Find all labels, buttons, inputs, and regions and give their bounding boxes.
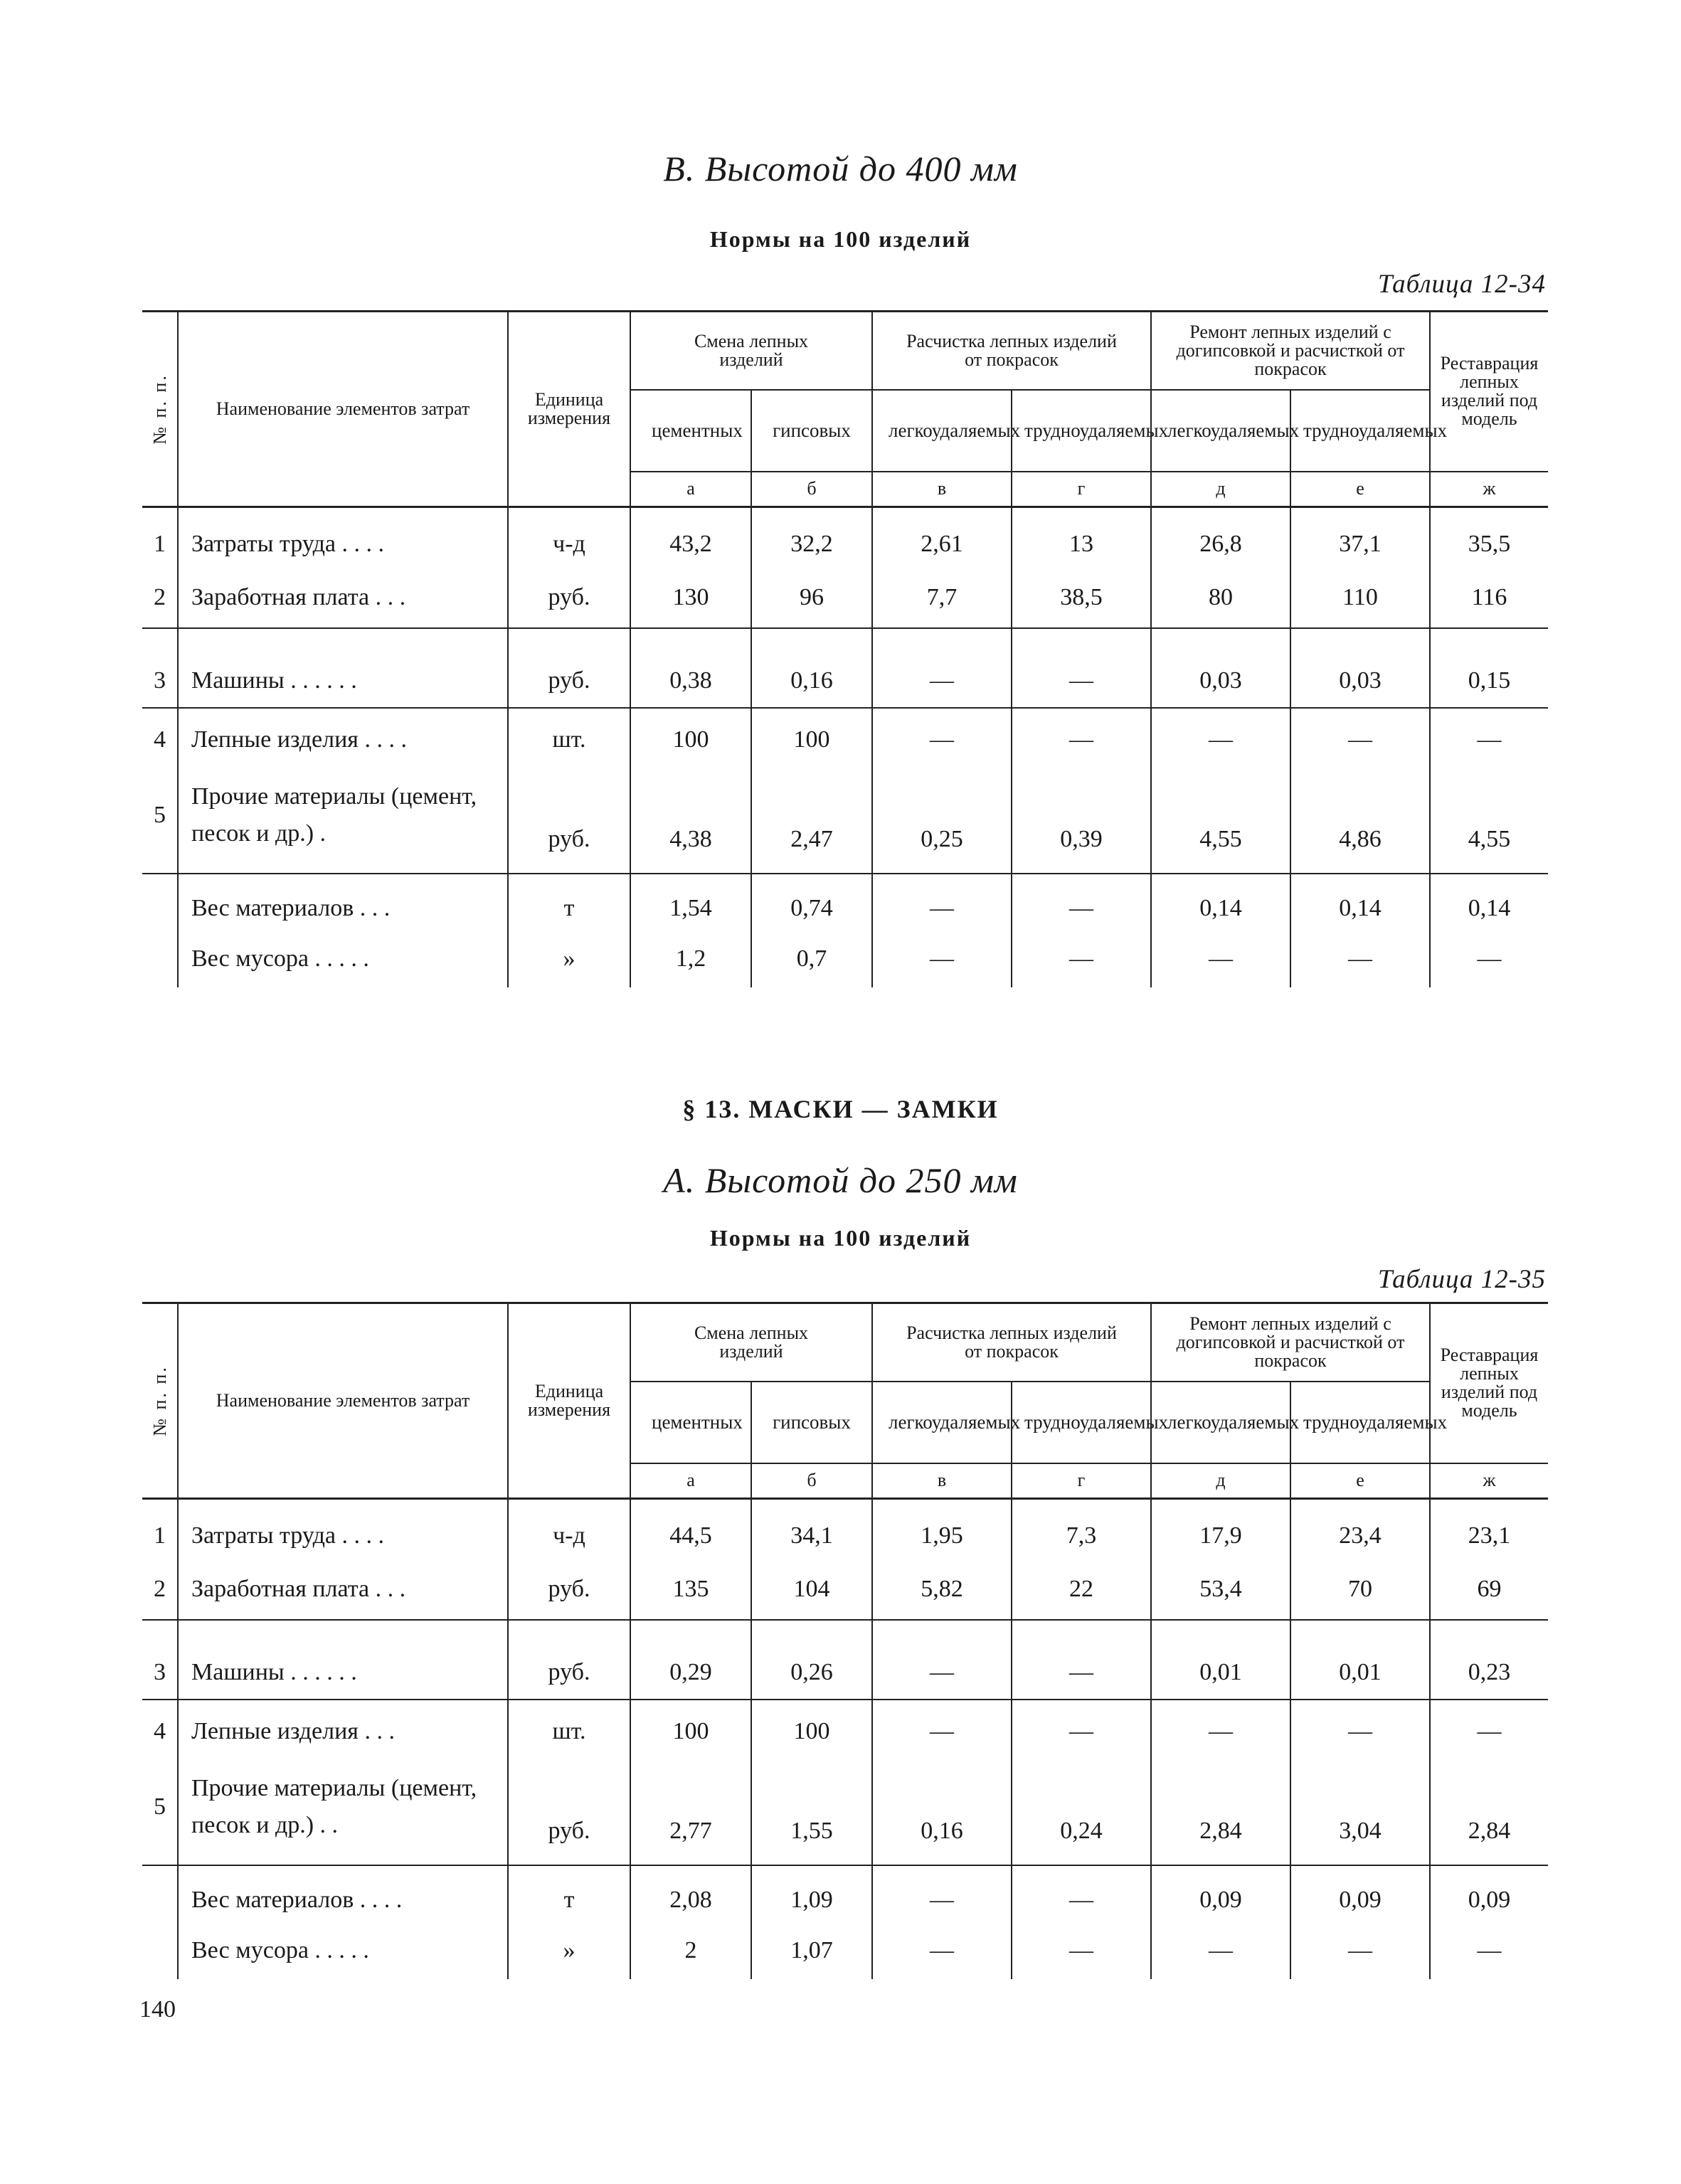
row-value: 44,5 bbox=[630, 1499, 751, 1559]
row-value: 100 bbox=[630, 1700, 751, 1750]
row-value: 0,16 bbox=[751, 628, 872, 708]
row-value: 0,26 bbox=[751, 1620, 872, 1700]
row-value: 0,24 bbox=[1012, 1750, 1151, 1865]
row-value: 0,14 bbox=[1151, 874, 1290, 931]
row-value: 2,84 bbox=[1430, 1750, 1548, 1865]
row-value: 0,09 bbox=[1290, 1865, 1430, 1922]
row-value: 104 bbox=[751, 1559, 872, 1620]
row-value: 0,38 bbox=[630, 628, 751, 708]
idx-v: в bbox=[872, 472, 1012, 507]
row-value: 0,74 bbox=[751, 874, 872, 931]
row-value: 0,29 bbox=[630, 1620, 751, 1700]
row-value: — bbox=[872, 1922, 1012, 1979]
group-repair-header: Ремонт лепных изделий с догипсовкой и расчисткой от покрасок bbox=[1151, 312, 1430, 390]
row-name: Вес мусора . . . . . bbox=[178, 1922, 508, 1979]
table2-norms: Нормы на 100 изделий bbox=[709, 1225, 972, 1251]
row-value: 0,01 bbox=[1151, 1620, 1290, 1700]
sub-gypsum: гипсовых bbox=[751, 1382, 872, 1463]
row-name: Заработная плата . . . bbox=[178, 1559, 508, 1620]
row-value: 13 bbox=[1012, 507, 1151, 568]
table-12-34 bbox=[142, 310, 1548, 987]
row-value: 110 bbox=[1290, 568, 1430, 628]
row-value: 1,2 bbox=[630, 931, 751, 987]
row-unit: руб. bbox=[508, 568, 630, 628]
row-value: 0,39 bbox=[1012, 758, 1151, 874]
table-12-35 bbox=[142, 1302, 1548, 1979]
row-value: 0,14 bbox=[1290, 874, 1430, 931]
sub-easy-2: легкоудаляемых bbox=[1151, 1382, 1290, 1463]
row-value: 5,82 bbox=[872, 1559, 1012, 1620]
row-value: — bbox=[872, 708, 1012, 758]
row-number bbox=[142, 874, 178, 931]
row-number: 3 bbox=[142, 1620, 178, 1700]
row-value: 7,7 bbox=[872, 568, 1012, 628]
table-row bbox=[142, 1922, 1548, 1979]
row-name: Затраты труда . . . . bbox=[178, 507, 508, 568]
row-value: — bbox=[1151, 931, 1290, 987]
row-number bbox=[142, 1922, 178, 1979]
row-number: 3 bbox=[142, 628, 178, 708]
table-row bbox=[142, 1700, 1548, 1750]
row-value: 43,2 bbox=[630, 507, 751, 568]
row-number: 5 bbox=[142, 758, 178, 874]
idx-zh: ж bbox=[1430, 472, 1548, 507]
idx-zh: ж bbox=[1430, 1463, 1548, 1499]
row-value: 0,15 bbox=[1430, 628, 1548, 708]
row-value: 0,09 bbox=[1430, 1865, 1548, 1922]
row-unit: руб. bbox=[508, 758, 630, 874]
row-value: 69 bbox=[1430, 1559, 1548, 1620]
row-value: — bbox=[1012, 708, 1151, 758]
sub-hard-2: трудноудаляемых bbox=[1290, 1382, 1430, 1463]
table-row bbox=[142, 1499, 1548, 1559]
row-unit: » bbox=[508, 931, 630, 987]
row-value: 2 bbox=[630, 1922, 751, 1979]
row-number: 2 bbox=[142, 1559, 178, 1620]
row-value: — bbox=[1012, 874, 1151, 931]
table-row bbox=[142, 507, 1548, 568]
row-value: — bbox=[872, 874, 1012, 931]
row-name: Машины . . . . . . bbox=[178, 1620, 508, 1700]
idx-g: г bbox=[1012, 472, 1151, 507]
row-value: — bbox=[1290, 931, 1430, 987]
row-number: 1 bbox=[154, 1522, 166, 1549]
idx-b: б bbox=[751, 1463, 872, 1499]
row-value: — bbox=[1012, 1865, 1151, 1922]
row-value: — bbox=[1151, 708, 1290, 758]
table-row bbox=[142, 568, 1548, 628]
row-value: 0,03 bbox=[1290, 628, 1430, 708]
row-value: 1,07 bbox=[751, 1922, 872, 1979]
row-value: 37,1 bbox=[1290, 507, 1430, 568]
row-value: 4,38 bbox=[630, 758, 751, 874]
table-row bbox=[142, 758, 1548, 874]
row-value: 130 bbox=[630, 568, 751, 628]
table2-caption: Таблица 12-35 bbox=[1377, 1265, 1546, 1294]
row-number bbox=[142, 1865, 178, 1922]
row-name: Лепные изделия . . . bbox=[178, 1700, 508, 1750]
row-value: — bbox=[872, 1700, 1012, 1750]
row-value: 0,16 bbox=[872, 1750, 1012, 1865]
row-value: 80 bbox=[1151, 568, 1290, 628]
row-unit: руб. bbox=[508, 628, 630, 708]
row-value: — bbox=[1430, 931, 1548, 987]
sub-gypsum: гипсовых bbox=[751, 390, 872, 472]
row-value: 70 bbox=[1290, 1559, 1430, 1620]
sub-hard-2: трудноудаляемых bbox=[1290, 390, 1430, 472]
row-value: — bbox=[1012, 628, 1151, 708]
row-value: 53,4 bbox=[1151, 1559, 1290, 1620]
row-number bbox=[142, 931, 178, 987]
group-replace-header: Смена лепных изделий bbox=[630, 1303, 872, 1382]
row-value: 135 bbox=[630, 1559, 751, 1620]
row-value: 116 bbox=[1430, 568, 1548, 628]
row-value: 22 bbox=[1012, 1559, 1151, 1620]
idx-e: е bbox=[1290, 472, 1430, 507]
sub-hard-1: трудноудаляемых bbox=[1012, 390, 1151, 472]
row-value: 26,8 bbox=[1151, 507, 1290, 568]
table1-norms: Нормы на 100 изделий bbox=[709, 226, 972, 252]
row-value: 2,77 bbox=[630, 1750, 751, 1865]
row-value: 0,23 bbox=[1430, 1620, 1548, 1700]
table-row bbox=[142, 1865, 1548, 1922]
group-clean-header: Расчистка лепных изделий от покрасок bbox=[872, 1303, 1151, 1382]
row-unit: т bbox=[508, 874, 630, 931]
row-unit: шт. bbox=[508, 1700, 630, 1750]
row-value: 2,84 bbox=[1151, 1750, 1290, 1865]
row-value: 100 bbox=[751, 1700, 872, 1750]
row-value: — bbox=[1012, 1620, 1151, 1700]
table-row bbox=[142, 708, 1548, 758]
idx-a: а bbox=[630, 1463, 751, 1499]
table1-subtitle: В. Высотой до 400 мм bbox=[663, 149, 1018, 189]
table-row bbox=[142, 1559, 1548, 1620]
row-value: 23,4 bbox=[1290, 1499, 1430, 1559]
group-restore-header: Реставрация лепных изделий под модель bbox=[1430, 312, 1548, 472]
row-value: — bbox=[872, 628, 1012, 708]
row-name: Машины . . . . . . bbox=[178, 628, 508, 708]
row-value: 0,01 bbox=[1290, 1620, 1430, 1700]
row-value: 0,7 bbox=[751, 931, 872, 987]
row-name: Затраты труда . . . . bbox=[178, 1499, 508, 1559]
idx-d: д bbox=[1151, 472, 1290, 507]
row-value: 17,9 bbox=[1151, 1499, 1290, 1559]
sub-easy-2: легкоудаляемых bbox=[1151, 390, 1290, 472]
row-value: 1,55 bbox=[751, 1750, 872, 1865]
row-value: — bbox=[1290, 1922, 1430, 1979]
row-value: 4,86 bbox=[1290, 758, 1430, 874]
section-title: § 13. МАСКИ — ЗАМКИ bbox=[682, 1095, 999, 1123]
row-value: — bbox=[1012, 1700, 1151, 1750]
idx-d: д bbox=[1151, 1463, 1290, 1499]
name-col-header: Наименование элементов затрат bbox=[178, 1303, 508, 1499]
idx-e: е bbox=[1290, 1463, 1430, 1499]
row-value: 4,55 bbox=[1430, 758, 1548, 874]
row-value: — bbox=[1430, 708, 1548, 758]
row-value: 4,55 bbox=[1151, 758, 1290, 874]
row-value: — bbox=[1151, 1700, 1290, 1750]
sub-easy-1: легкоудаляемых bbox=[872, 1382, 1012, 1463]
idx-a: а bbox=[630, 472, 751, 507]
row-value: 2,47 bbox=[751, 758, 872, 874]
row-value: 32,2 bbox=[751, 507, 872, 568]
row-value: — bbox=[1430, 1700, 1548, 1750]
table-row bbox=[142, 628, 1548, 708]
row-unit: руб. bbox=[508, 1559, 630, 1620]
row-unit: руб. bbox=[508, 1750, 630, 1865]
row-number: 2 bbox=[142, 568, 178, 628]
unit-col-header: Единица измерения bbox=[508, 1303, 630, 1499]
row-value: — bbox=[1012, 1922, 1151, 1979]
unit-col-header: Единица измерения bbox=[508, 312, 630, 507]
row-value: 3,04 bbox=[1290, 1750, 1430, 1865]
row-name: Лепные изделия . . . . bbox=[178, 708, 508, 758]
group-clean-header: Расчистка лепных изделий от покрасок bbox=[872, 312, 1151, 390]
row-value: — bbox=[872, 1620, 1012, 1700]
row-unit: руб. bbox=[508, 1620, 630, 1700]
row-name: Вес мусора . . . . . bbox=[178, 931, 508, 987]
row-value: 100 bbox=[751, 708, 872, 758]
row-value: 1,95 bbox=[872, 1499, 1012, 1559]
row-name: Заработная плата . . . bbox=[178, 568, 508, 628]
table-row bbox=[142, 1620, 1548, 1700]
row-value: — bbox=[1151, 1922, 1290, 1979]
sub-cement: цементных bbox=[630, 390, 751, 472]
idx-b: б bbox=[751, 472, 872, 507]
row-value: 0,14 bbox=[1430, 874, 1548, 931]
idx-v: в bbox=[872, 1463, 1012, 1499]
row-value: 7,3 bbox=[1012, 1499, 1151, 1559]
table-row bbox=[142, 874, 1548, 931]
row-value: — bbox=[1430, 1922, 1548, 1979]
row-name: Вес материалов . . . . bbox=[178, 1865, 508, 1922]
row-unit: шт. bbox=[508, 708, 630, 758]
row-value: — bbox=[1012, 931, 1151, 987]
row-name: Вес материалов . . . bbox=[178, 874, 508, 931]
row-unit: ч-д bbox=[508, 507, 630, 568]
num-col-header: № п. п. bbox=[142, 312, 178, 507]
row-value: — bbox=[872, 1865, 1012, 1922]
row-value: 100 bbox=[630, 708, 751, 758]
row-unit: т bbox=[508, 1865, 630, 1922]
row-value: 2,61 bbox=[872, 507, 1012, 568]
row-value: 1,54 bbox=[630, 874, 751, 931]
row-number: 1 bbox=[154, 530, 166, 557]
sub-cement: цементных bbox=[630, 1382, 751, 1463]
group-restore-header: Реставрация лепных изделий под модель bbox=[1430, 1303, 1548, 1463]
row-value: — bbox=[1290, 1700, 1430, 1750]
row-value: 0,25 bbox=[872, 758, 1012, 874]
row-value: 2,08 bbox=[630, 1865, 751, 1922]
group-repair-header: Ремонт лепных изделий с догипсовкой и расчисткой от покрасок bbox=[1151, 1303, 1430, 1382]
group-replace-header: Смена лепных изделий bbox=[630, 312, 872, 390]
table-row bbox=[142, 931, 1548, 987]
name-col-header: Наименование элементов затрат bbox=[178, 312, 508, 507]
row-value: 0,09 bbox=[1151, 1865, 1290, 1922]
sub-hard-1: трудноудаляемых bbox=[1012, 1382, 1151, 1463]
row-value: 38,5 bbox=[1012, 568, 1151, 628]
table2-subtitle: А. Высотой до 250 мм bbox=[663, 1160, 1018, 1200]
row-name: Прочие материалы (цемент, песок и др.) . . bbox=[178, 1750, 508, 1865]
table1-caption: Таблица 12-34 bbox=[1377, 270, 1546, 299]
row-value: 23,1 bbox=[1430, 1499, 1548, 1559]
page-number: 140 bbox=[139, 1996, 176, 2023]
row-unit: » bbox=[508, 1922, 630, 1979]
row-value: 0,03 bbox=[1151, 628, 1290, 708]
row-number: 4 bbox=[154, 726, 166, 753]
row-value: 35,5 bbox=[1430, 507, 1548, 568]
row-unit: ч-д bbox=[508, 1499, 630, 1559]
num-col-header: № п. п. bbox=[142, 1303, 178, 1499]
row-value: — bbox=[872, 931, 1012, 987]
row-value: 34,1 bbox=[751, 1499, 872, 1559]
row-number: 5 bbox=[142, 1750, 178, 1865]
row-value: 96 bbox=[751, 568, 872, 628]
row-name: Прочие материалы (цемент, песок и др.) . bbox=[178, 758, 508, 874]
table-row bbox=[142, 1750, 1548, 1865]
sub-easy-1: легкоудаляемых bbox=[872, 390, 1012, 472]
row-value: — bbox=[1290, 708, 1430, 758]
row-value: 1,09 bbox=[751, 1865, 872, 1922]
row-number: 4 bbox=[154, 1717, 166, 1744]
idx-g: г bbox=[1012, 1463, 1151, 1499]
